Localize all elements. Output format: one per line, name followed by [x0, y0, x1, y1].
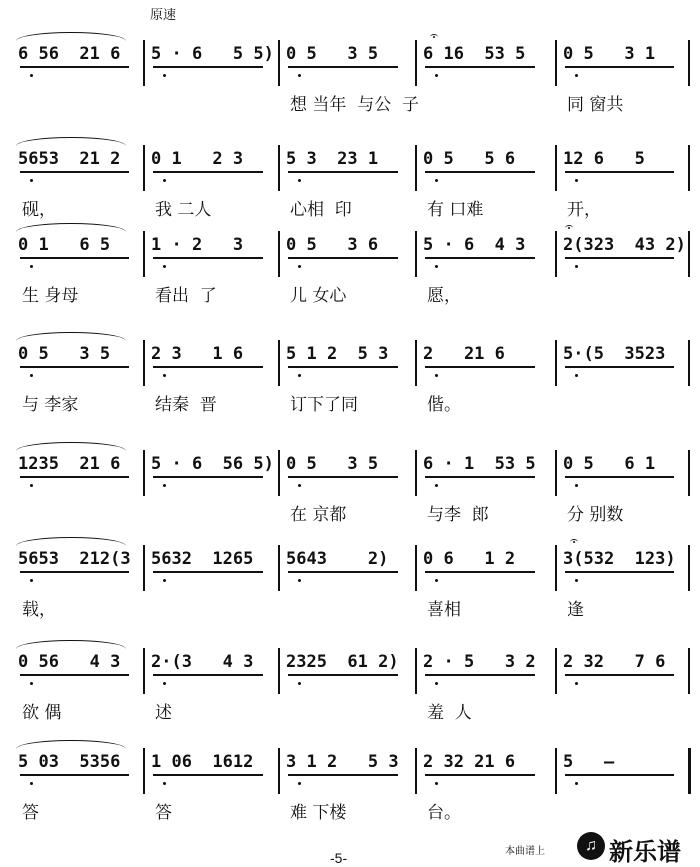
- fermata: [430, 34, 438, 40]
- octave-dot: [575, 484, 578, 487]
- lyric-text: 台。: [427, 803, 461, 823]
- bar-line: [555, 450, 557, 496]
- octave-dot: [435, 265, 438, 268]
- measure-notes: 3 1 2 5 3: [286, 752, 399, 772]
- lyric-text: 羞 人: [427, 703, 472, 723]
- measure-notes: 5653 21 2: [18, 149, 121, 169]
- lyric-text: 生 身母: [22, 286, 79, 306]
- bar-line: [555, 40, 557, 86]
- lyric-text: 砚，: [22, 200, 56, 220]
- lyric-text: 难 下楼: [290, 803, 347, 823]
- beam-underline: [20, 571, 129, 573]
- measure-notes: 2 32 21 6: [423, 752, 516, 772]
- fermata: [570, 539, 578, 545]
- lyric-text: 看出 了: [155, 286, 217, 306]
- beam-underline: [153, 774, 263, 776]
- lyric-text: 载，: [22, 600, 56, 620]
- measure-notes: 0 6 1 2: [423, 549, 516, 569]
- octave-dot: [575, 265, 578, 268]
- beam-underline: [425, 171, 535, 173]
- beam-underline: [288, 366, 398, 368]
- beam-underline: [288, 257, 398, 259]
- beam-underline: [20, 674, 129, 676]
- bar-line: [143, 648, 145, 694]
- score-system: [0, 211, 700, 315]
- bar-line: [278, 545, 280, 591]
- bar-line: [555, 545, 557, 591]
- score-system: [0, 430, 700, 534]
- slur: [16, 740, 126, 749]
- score-system: [0, 20, 700, 124]
- octave-dot: [30, 179, 33, 182]
- bar-line: [143, 340, 145, 386]
- measure-notes: 0 5 3 5: [286, 44, 379, 64]
- octave-dot: [298, 484, 301, 487]
- bar-line: [688, 340, 690, 386]
- octave-dot: [298, 782, 301, 785]
- logo-text: 新乐谱: [609, 839, 681, 866]
- beam-underline: [153, 66, 263, 68]
- bar-line: [415, 231, 417, 277]
- measure-notes: 0 5 3 1: [563, 44, 656, 64]
- measure-notes: 2 · 5 3 2: [423, 652, 536, 672]
- measure-notes: 5632 1265: [151, 549, 254, 569]
- bar-line: [415, 545, 417, 591]
- beam-underline: [153, 476, 263, 478]
- measure-notes: 0 1 6 5: [18, 235, 111, 255]
- lyric-text: 儿 女心: [290, 286, 347, 306]
- lyric-text: 心相 印: [290, 200, 352, 220]
- bar-line: [143, 545, 145, 591]
- octave-dot: [298, 179, 301, 182]
- bar-line: [278, 450, 280, 496]
- bar-line: [688, 231, 690, 277]
- bar-line: [143, 748, 145, 794]
- measure-notes: 5 · 6 4 3: [423, 235, 526, 255]
- beam-underline: [20, 476, 129, 478]
- bar-line: [278, 648, 280, 694]
- page-number: -5-: [330, 850, 348, 866]
- beam-underline: [565, 366, 674, 368]
- score-system: [0, 525, 700, 629]
- measure-notes: 5 · 6 5 5): [151, 44, 274, 64]
- measure-notes: 2 32 7 6: [563, 652, 666, 672]
- bar-line: [415, 748, 417, 794]
- beam-underline: [425, 774, 535, 776]
- measure-notes: 2 3 1 6: [151, 344, 244, 364]
- bar-line: [278, 145, 280, 191]
- beam-underline: [20, 366, 129, 368]
- slur: [16, 640, 126, 649]
- bar-line: [688, 748, 691, 794]
- octave-dot: [298, 579, 301, 582]
- bar-line: [555, 145, 557, 191]
- measure-notes: 0 5 3 5: [18, 344, 111, 364]
- octave-dot: [298, 682, 301, 685]
- measure-notes: 2325 61 2): [286, 652, 399, 672]
- lyric-text: 与 李家: [22, 395, 79, 415]
- octave-dot: [163, 265, 166, 268]
- beam-underline: [425, 66, 535, 68]
- beam-underline: [20, 257, 129, 259]
- octave-dot: [575, 782, 578, 785]
- score-system: [0, 728, 700, 832]
- beam-underline: [565, 674, 674, 676]
- octave-dot: [163, 484, 166, 487]
- measure-notes: 0 5 3 6: [286, 235, 379, 255]
- octave-dot: [575, 179, 578, 182]
- beam-underline: [288, 774, 398, 776]
- bar-line: [143, 450, 145, 496]
- octave-dot: [575, 74, 578, 77]
- bar-line: [688, 648, 690, 694]
- octave-dot: [435, 579, 438, 582]
- beam-underline: [565, 257, 674, 259]
- lyric-text: 愿，: [427, 286, 461, 306]
- beam-underline: [153, 366, 263, 368]
- beam-underline: [288, 476, 398, 478]
- beam-underline: [20, 66, 129, 68]
- measure-notes: 12 6 5: [563, 149, 645, 169]
- lyric-text: 分 别数: [567, 505, 624, 525]
- measure-notes: 0 5 6 1: [563, 454, 656, 474]
- lyric-text: 偕。: [427, 395, 461, 415]
- measure-notes: 5·(5 3523: [563, 344, 666, 364]
- measure-notes: 1 · 2 3: [151, 235, 244, 255]
- bar-line: [555, 231, 557, 277]
- score-system: [0, 320, 700, 424]
- beam-underline: [153, 571, 263, 573]
- bar-line: [415, 648, 417, 694]
- measure-notes: 0 5 5 6: [423, 149, 516, 169]
- slur: [16, 223, 126, 232]
- lyric-text: 答: [155, 803, 172, 823]
- octave-dot: [30, 74, 33, 77]
- lyric-text: 我 二人: [155, 200, 212, 220]
- beam-underline: [565, 476, 674, 478]
- octave-dot: [435, 74, 438, 77]
- lyric-text: 在 京都: [290, 505, 347, 525]
- slur: [16, 442, 126, 451]
- octave-dot: [30, 579, 33, 582]
- bar-line: [415, 40, 417, 86]
- lyric-text: 订下了同: [290, 395, 358, 415]
- measure-notes: 5 —: [563, 752, 615, 772]
- octave-dot: [435, 682, 438, 685]
- measure-notes: 5 3 23 1: [286, 149, 379, 169]
- measure-notes: 2 21 6: [423, 344, 505, 364]
- lyric-text: 逢: [567, 600, 584, 620]
- bar-line: [688, 145, 690, 191]
- lyric-text: 开，: [567, 200, 601, 220]
- beam-underline: [425, 366, 535, 368]
- measure-notes: 0 5 3 5: [286, 454, 379, 474]
- octave-dot: [163, 374, 166, 377]
- lyric-text: 与李 郎: [427, 505, 489, 525]
- beam-underline: [565, 774, 674, 776]
- octave-dot: [163, 579, 166, 582]
- measure-notes: 6 · 1 53 5: [423, 454, 536, 474]
- measure-notes: 5 1 2 5 3: [286, 344, 389, 364]
- octave-dot: [30, 374, 33, 377]
- octave-dot: [30, 484, 33, 487]
- measure-notes: 1235 21 6: [18, 454, 121, 474]
- measure-notes: 0 1 2 3: [151, 149, 244, 169]
- octave-dot: [435, 484, 438, 487]
- octave-dot: [435, 782, 438, 785]
- octave-dot: [163, 74, 166, 77]
- measure-notes: 6 56 21 6: [18, 44, 121, 64]
- measure-notes: 6 16 53 5: [423, 44, 526, 64]
- bar-line: [415, 450, 417, 496]
- octave-dot: [575, 579, 578, 582]
- bar-line: [555, 340, 557, 386]
- lyric-text: 述: [155, 703, 172, 723]
- octave-dot: [30, 682, 33, 685]
- score-system: [0, 628, 700, 732]
- slur: [16, 137, 126, 146]
- lyric-text: 喜相: [427, 600, 461, 620]
- lyric-text: 欲 偶: [22, 703, 62, 723]
- footer-note: 本曲谱上: [505, 846, 545, 857]
- octave-dot: [435, 374, 438, 377]
- beam-underline: [288, 66, 398, 68]
- measure-notes: 5643 2): [286, 549, 389, 569]
- bar-line: [555, 648, 557, 694]
- measure-notes: 0 56 4 3: [18, 652, 121, 672]
- measure-notes: 1 06 1612: [151, 752, 254, 772]
- beam-underline: [288, 674, 398, 676]
- bar-line: [415, 340, 417, 386]
- beam-underline: [565, 171, 674, 173]
- octave-dot: [298, 74, 301, 77]
- octave-dot: [30, 782, 33, 785]
- bar-line: [278, 340, 280, 386]
- slur: [16, 332, 126, 341]
- measure-notes: 5 03 5356: [18, 752, 121, 772]
- beam-underline: [20, 774, 129, 776]
- bar-line: [688, 545, 690, 591]
- tempo-mark: 原速: [150, 7, 177, 22]
- fermata: [565, 225, 573, 231]
- octave-dot: [298, 374, 301, 377]
- lyric-text: 有 口难: [427, 200, 484, 220]
- lyric-text: 同 窗共: [567, 95, 624, 115]
- slur: [16, 537, 126, 546]
- measure-notes: 5653 212(3: [18, 549, 131, 569]
- beam-underline: [425, 476, 535, 478]
- beam-underline: [425, 571, 535, 573]
- beam-underline: [20, 171, 129, 173]
- beam-underline: [153, 674, 263, 676]
- bar-line: [278, 231, 280, 277]
- lyric-text: 想 当年 与公 子: [290, 95, 420, 115]
- bar-line: [688, 450, 690, 496]
- bar-line: [555, 748, 557, 794]
- lyric-text: 答: [22, 803, 39, 823]
- bar-line: [415, 145, 417, 191]
- beam-underline: [153, 171, 263, 173]
- music-note-icon: ♫: [577, 832, 605, 860]
- beam-underline: [153, 257, 263, 259]
- octave-dot: [163, 682, 166, 685]
- beam-underline: [425, 674, 535, 676]
- beam-underline: [565, 571, 674, 573]
- measure-notes: 2·(3 4 3: [151, 652, 254, 672]
- octave-dot: [30, 265, 33, 268]
- octave-dot: [575, 374, 578, 377]
- octave-dot: [575, 682, 578, 685]
- bar-line: [278, 748, 280, 794]
- octave-dot: [298, 265, 301, 268]
- measure-notes: 3(532 123): [563, 549, 676, 569]
- beam-underline: [565, 66, 674, 68]
- bar-line: [143, 145, 145, 191]
- octave-dot: [435, 179, 438, 182]
- beam-underline: [288, 571, 398, 573]
- bar-line: [143, 231, 145, 277]
- beam-underline: [425, 257, 535, 259]
- site-logo: [577, 830, 695, 866]
- measure-notes: 5 · 6 56 5): [151, 454, 274, 474]
- lyric-text: 结秦 晋: [155, 395, 217, 415]
- beam-underline: [288, 171, 398, 173]
- octave-dot: [163, 179, 166, 182]
- measure-notes: 2(323 43 2): [563, 235, 686, 255]
- bar-line: [143, 40, 145, 86]
- octave-dot: [163, 782, 166, 785]
- bar-line: [278, 40, 280, 86]
- bar-line: [688, 40, 690, 86]
- slur: [16, 32, 126, 41]
